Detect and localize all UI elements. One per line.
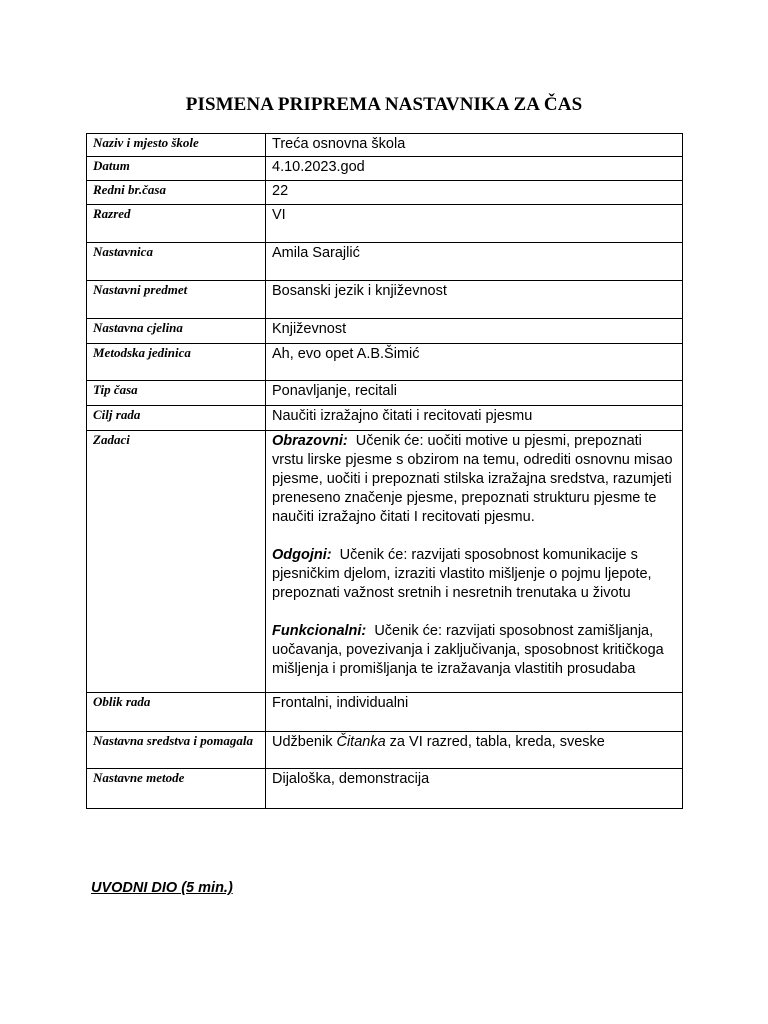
row-value: Bosanski jezik i književnost [266,281,683,319]
table-row [87,134,683,157]
row-value [266,732,683,769]
table-row [87,181,683,205]
row-label: Razred [87,205,266,243]
task-heading: Odgojni: [272,547,332,563]
row-label: Nastavna sredstva i pomagala [87,732,266,769]
row-label: Naziv i mjesto škole [87,134,266,157]
row-value: Frontalni, individualni [266,693,683,732]
table-row [87,243,683,281]
task-educational [272,432,676,527]
row-label: Nastavnica [87,243,266,281]
task-text: Učenik će: razvijati sposobnost komunikacije s pjesničkim djelom, izraziti vlastito mišljenje o pojmu ljepote, prepoznati važnost sretnih i nesretnih trenutaka u životu [272,547,652,601]
row-value: VI [266,205,683,243]
aids-text: Udžbenik [272,734,337,750]
row-value: Amila Sarajlić [266,243,683,281]
row-value: Treća osnovna škola [266,134,683,157]
row-value: Dijaloška, demonstracija [266,769,683,809]
task-text: Učenik će: uočiti motive u pjesmi, prepoznati vrstu lirske pjesme s obzirom na temu, odrediti osnovnu misao pjesme, uočiti i prepoznati stilska izražajna sredstva, razumjeti preneseno značenje pjesme, prepoznati strukturu pjesme te naučiti izražajno čitati I recitovati pjesmu. [272,433,673,525]
row-label: Oblik rada [87,693,266,732]
row-value: Naučiti izražajno čitati i recitovati pjesmu [266,406,683,431]
table-row [87,769,683,809]
table-row [87,319,683,344]
row-label: Redni br.časa [87,181,266,205]
row-value: 22 [266,181,683,205]
table-row [87,693,683,732]
row-label: Tip časa [87,381,266,406]
row-value: Ah, evo opet A.B.Šimić [266,344,683,381]
aids-text: za VI razred, tabla, kreda, sveske [385,734,605,750]
row-value: 4.10.2023.god [266,157,683,181]
table-row [87,344,683,381]
task-functional [272,622,676,679]
row-label: Cilj rada [87,406,266,431]
table-row [87,381,683,406]
lesson-plan-table [86,133,683,809]
table-row [87,431,683,693]
row-label: Zadaci [87,431,266,693]
row-label: Datum [87,157,266,181]
row-label: Metodska jedinica [87,344,266,381]
task-upbringing [272,546,676,603]
task-text: Učenik će: razvijati sposobnost zamišljanja, uočavanja, povezivanja i zaključivanja, sposobnost kritičkoga mišljenja i promišljanja te izražavanja vlastitih prosudaba [272,623,664,677]
section-heading: UVODNI DIO (5 min.) [91,880,233,896]
table-row [87,281,683,319]
table-row [87,406,683,431]
tasks-cell [266,431,683,693]
row-label: Nastavni predmet [87,281,266,319]
aids-book-title: Čitanka [336,734,386,750]
row-label: Nastavne metode [87,769,266,809]
table-row [87,205,683,243]
page-title: PISMENA PRIPREMA NASTAVNIKA ZA ČAS [185,94,583,115]
task-heading: Funkcionalni: [272,623,367,639]
row-value: Ponavljanje, recitali [266,381,683,406]
row-value: Književnost [266,319,683,344]
table-row [87,157,683,181]
table-row [87,732,683,769]
row-label: Nastavna cjelina [87,319,266,344]
task-heading: Obrazovni: [272,433,348,449]
